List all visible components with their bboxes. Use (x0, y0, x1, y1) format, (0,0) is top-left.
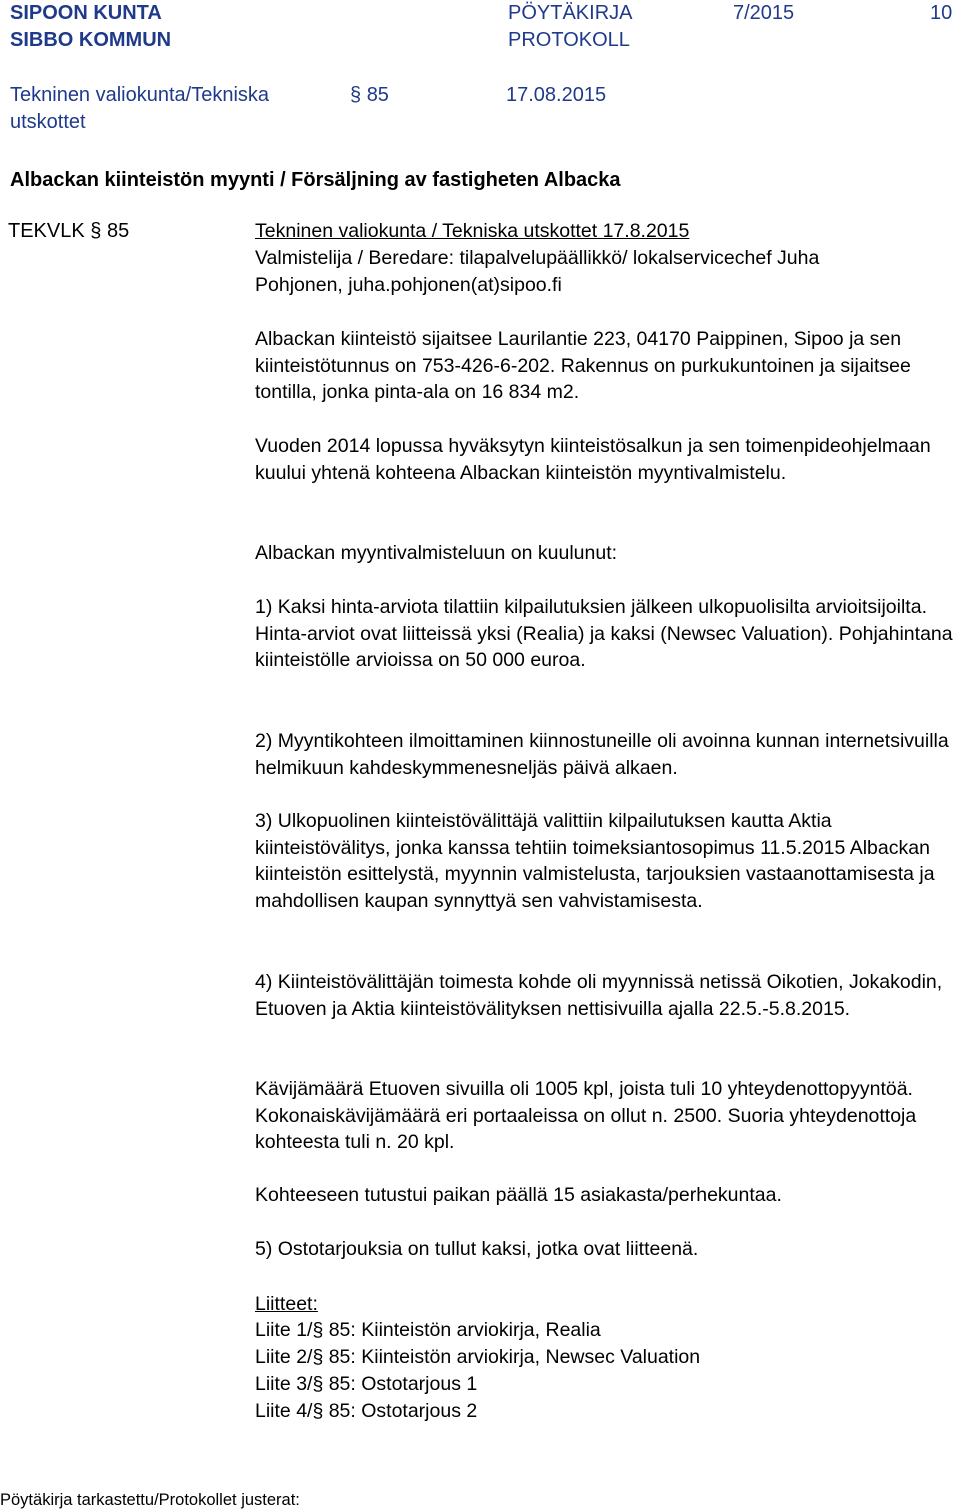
org-name-sv: SIBBO KOMMUN (10, 29, 172, 51)
attachment-item: Liite 2/§ 85: Kiinteistön arviokirja, Newsec Valuation (255, 1346, 701, 1368)
intro-line2: Valmistelija / Beredare: tilapalvelupäällikkö/ lokalservicechef Juha (255, 247, 820, 269)
paragraph-step-5: 5) Ostotarjouksia on tullut kaksi, jotka ovat liitteenä. (255, 1238, 699, 1260)
paragraph-visitors: Kävijämäärä Etuoven sivuilla oli 1005 kpl, joista tuli 10 yhteydenottopyyntöä. Kokonaiskävijämäärä eri portaaleissa on ollut n. 2500. Suoria yhteydenottoja kohteesta tuli n. 20 kpl. (255, 1078, 917, 1154)
section-sign-icon: § (90, 220, 102, 242)
paragraph-portfolio: Vuoden 2014 lopussa hyväksytyn kiinteistösalkun ja sen toimenpideohjelmaan kuului yhtenä kohteena Albackan kiinteistön myyntivalmistelu. (255, 435, 931, 484)
attachment-item: Liite 4/§ 85: Ostotarjous 2 (255, 1400, 478, 1422)
intro-line3: Pohjonen, juha.pohjonen(at)sipoo.fi (255, 274, 562, 296)
section-sign-icon: § (350, 84, 362, 106)
header-section: § 85 (350, 84, 389, 106)
paragraph-preparation-intro: Albackan myyntivalmisteluun on kuulunut: (255, 542, 618, 564)
attachment-item: Liite 1/§ 85: Kiinteistön arviokirja, Realia (255, 1319, 601, 1341)
section-ref: TEKVLK § 85 (8, 220, 130, 242)
doctype-sv: PROTOKOLL (508, 29, 630, 51)
paragraph-step-4: 4) Kiinteistövälittäjän toimesta kohde oli myynnissä netissä Oikotien, Jokakodin, Etuoven ja Aktia kiinteistövälityksen nettisivuilla ajalla 22.5.-5.8.2015. (255, 971, 943, 1020)
paragraph-step-3: 3) Ulkopuolinen kiinteistövälittäjä valittiin kilpailutuksen kautta Aktia kiinteistövälitys, jonka kanssa tehtiin toimeksiantosopimus 11.5.2015 Albackan kiinteistön esittelystä, myynnin valmistelusta, tarjouksien vastaanottamisesta ja mahdollisen kaupan synnyttyä sen vahvistamisesta. (255, 810, 935, 912)
paragraph-viewings: Kohteeseen tutustui paikan päällä 15 asiakasta/perhekuntaa. (255, 1184, 782, 1206)
page-title: Albackan kiinteistön myynti / Försäljning av fastigheten Albacka (10, 169, 621, 191)
paragraph-step-2: 2) Myyntikohteen ilmoittaminen kiinnostuneille oli avoinna kunnan internetsivuilla helmikuun kahdeskymmenesneljäs päivä alkaen. (255, 730, 949, 779)
page-number: 10 (930, 2, 953, 24)
committee-line2: utskottet (10, 111, 86, 133)
attachment-item: Liite 3/§ 85: Ostotarjous 1 (255, 1373, 478, 1395)
intro-line1: Tekninen valiokunta / Tekniska utskottet 17.8.2015 (255, 220, 690, 242)
org-name-fi: SIPOON KUNTA (10, 2, 162, 24)
doctype-fi: PÖYTÄKIRJA (508, 2, 633, 24)
attachments-heading: Liitteet: (255, 1293, 318, 1315)
footer-text: Pöytäkirja tarkastettu/Protokollet justerat: (0, 1491, 300, 1509)
committee-line1: Tekninen valiokunta/Tekniska (10, 84, 270, 106)
paragraph-location: Albackan kiinteistö sijaitsee Laurilantie 223, 04170 Paippinen, Sipoo ja sen kiinteistötunnus on 753-426-6-202. Rakennus on purkukuntoinen ja sijaitsee tontilla, jonka pinta-ala on 16 834 m2. (255, 328, 911, 404)
header-date: 17.08.2015 (506, 84, 607, 106)
doc-number: 7/2015 (733, 2, 795, 24)
paragraph-step-1: 1) Kaksi hinta-arviota tilattiin kilpailutuksien jälkeen ulkopuolisilta arvioitsijoilta. Hinta-arviot ovat liitteissä yksi (Realia) ja kaksi (Newsec Valuation). Pohjahintana kiinteistölle arvioissa on 50 000 euroa. (255, 596, 953, 672)
